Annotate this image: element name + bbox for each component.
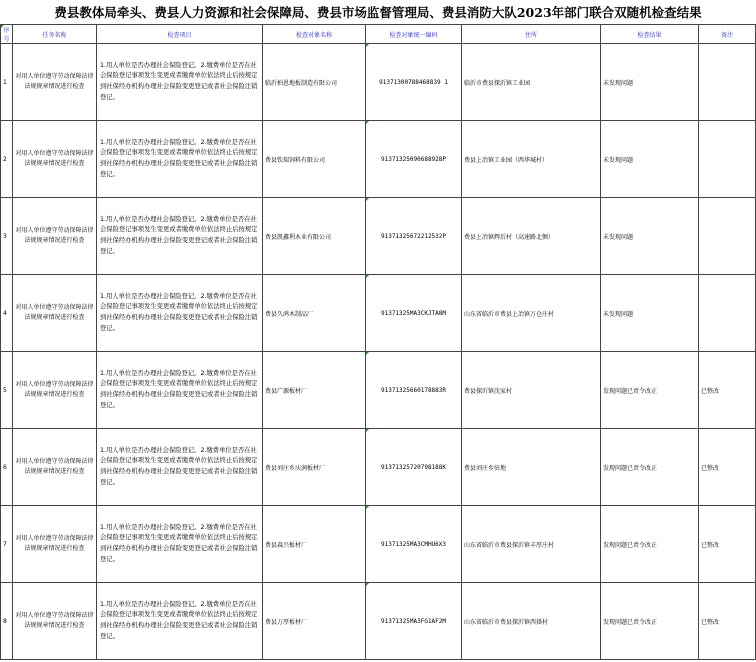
cell-object-name: 费县钦瑞饲料有限公司 [263, 121, 366, 198]
table-row [1, 44, 756, 121]
cell-result: 发现问题已责令改正 [601, 506, 699, 583]
header-unified-code: 检查对象统一编码 [366, 25, 462, 44]
page-title: 费县教体局牵头、费县人力资源和社会保障局、费县市场监督管理局、费县消防大队2023年部门联合双随机检查结果 [54, 5, 702, 20]
header-note: 备注 [699, 25, 756, 44]
cell-unified-code: 91371325MA3CKJTA8M [366, 275, 462, 352]
cell-address: 费县刘庄乡驻地 [462, 429, 601, 506]
results-table [0, 24, 756, 660]
cell-address: 临沂市费县探沂镇工业园 [462, 44, 601, 121]
cell-index: 3 [1, 198, 13, 275]
table-row [1, 121, 756, 198]
cell-unified-code: 91371325090688928P [366, 121, 462, 198]
cell-object-name: 临沂柏恩地板制造有限公司 [263, 44, 366, 121]
cell-task-name: 对用人单位遵守劳动保障法律法规规章情况进行检查 [13, 275, 97, 352]
cell-index: 5 [1, 352, 13, 429]
header-result: 检查结果 [601, 25, 699, 44]
cell-task-name: 对用人单位遵守劳动保障法律法规规章情况进行检查 [13, 506, 97, 583]
cell-unified-code: 91371300788468839 1 [366, 44, 462, 121]
cell-note: 已整改 [699, 506, 756, 583]
table-row [1, 429, 756, 506]
cell-object-name: 费县刘庄乡庆润板材厂 [263, 429, 366, 506]
cell-unified-code: 91371325660178883R [366, 352, 462, 429]
header-object-name: 检查对象名称 [263, 25, 366, 44]
header-check-item: 检查项目 [97, 25, 263, 44]
cell-object-name: 费县广源板材厂 [263, 352, 366, 429]
cell-index: 6 [1, 429, 13, 506]
cell-unified-code: 91371325MA3CMHU6X3 [366, 506, 462, 583]
cell-task-name: 对用人单位遵守劳动保障法律法规规章情况进行检查 [13, 583, 97, 660]
cell-note: 已整改 [699, 352, 756, 429]
cell-check-item: 1.用人单位是否办理社会保险登记。2.缴费单位是否在社会保险登记事项发生变更或者缴费单位依法终止后按规定到社保经办机构办理社会保险变更登记或者社会保险注销登记。 [97, 275, 263, 352]
header-task-name: 任务名称 [13, 25, 97, 44]
cell-task-name: 对用人单位遵守劳动保障法律法规规章情况进行检查 [13, 198, 97, 275]
header-index: 序号 [1, 25, 13, 44]
cell-index: 2 [1, 121, 13, 198]
cell-result: 未发现问题 [601, 275, 699, 352]
cell-result: 发现问题已责令改正 [601, 429, 699, 506]
table-row [1, 275, 756, 352]
cell-check-item: 1.用人单位是否办理社会保险登记。2.缴费单位是否在社会保险登记事项发生变更或者缴费单位依法终止后按规定到社保经办机构办理社会保险变更登记或者社会保险注销登记。 [97, 583, 263, 660]
cell-address: 费县上冶镇工业园（西华城村） [462, 121, 601, 198]
cell-object-name: 费县凯鑫利木业有限公司 [263, 198, 366, 275]
cell-unified-code: 91371325MA3FG1AF2M [366, 583, 462, 660]
cell-address: 山东省临沂市费县探沂镇西择村 [462, 583, 601, 660]
cell-object-name: 费县万厚板材厂 [263, 583, 366, 660]
cell-result: 发现问题已责令改正 [601, 352, 699, 429]
cell-address: 山东省临沂市费县上冶镇万仓庄村 [462, 275, 601, 352]
table-row [1, 583, 756, 660]
cell-note [699, 275, 756, 352]
cell-index: 4 [1, 275, 13, 352]
cell-check-item: 1.用人单位是否办理社会保险登记。2.缴费单位是否在社会保险登记事项发生变更或者缴费单位依法终止后按规定到社保经办机构办理社会保险变更登记或者社会保险注销登记。 [97, 198, 263, 275]
cell-index: 7 [1, 506, 13, 583]
cell-address: 费县上冶镇辉后村（高速路北侧） [462, 198, 601, 275]
cell-task-name: 对用人单位遵守劳动保障法律法规规章情况进行检查 [13, 121, 97, 198]
header-address: 住所 [462, 25, 601, 44]
cell-result: 未发现问题 [601, 44, 699, 121]
cell-index: 1 [1, 44, 13, 121]
cell-task-name: 对用人单位遵守劳动保障法律法规规章情况进行检查 [13, 429, 97, 506]
table-row [1, 198, 756, 275]
cell-check-item: 1.用人单位是否办理社会保险登记。2.缴费单位是否在社会保险登记事项发生变更或者缴费单位依法终止后按规定到社保经办机构办理社会保险变更登记或者社会保险注销登记。 [97, 506, 263, 583]
cell-result: 发现问题已责令改正 [601, 583, 699, 660]
cell-object-name: 费县久鸿木制品厂 [263, 275, 366, 352]
cell-task-name: 对用人单位遵守劳动保障法律法规规章情况进行检查 [13, 44, 97, 121]
cell-index: 8 [1, 583, 13, 660]
cell-unified-code: 91371325672212532P [366, 198, 462, 275]
cell-note [699, 198, 756, 275]
cell-result: 未发现问题 [601, 121, 699, 198]
table-row [1, 352, 756, 429]
header-row [1, 25, 756, 44]
cell-check-item: 1.用人单位是否办理社会保险登记。2.缴费单位是否在社会保险登记事项发生变更或者缴费单位依法终止后按规定到社保经办机构办理社会保险变更登记或者社会保险注销登记。 [97, 429, 263, 506]
cell-task-name: 对用人单位遵守劳动保障法律法规规章情况进行检查 [13, 352, 97, 429]
cell-note: 已整改 [699, 583, 756, 660]
cell-check-item: 1.用人单位是否办理社会保险登记。2.缴费单位是否在社会保险登记事项发生变更或者缴费单位依法终止后按规定到社保经办机构办理社会保险变更登记或者社会保险注销登记。 [97, 121, 263, 198]
cell-check-item: 1.用人单位是否办理社会保险登记。2.缴费单位是否在社会保险登记事项发生变更或者缴费单位依法终止后按规定到社保经办机构办理社会保险变更登记或者社会保险注销登记。 [97, 44, 263, 121]
cell-note [699, 44, 756, 121]
table-row [1, 506, 756, 583]
cell-address: 费县探沂镇沈家村 [462, 352, 601, 429]
cell-note: 已整改 [699, 429, 756, 506]
cell-result: 未发现问题 [601, 198, 699, 275]
cell-object-name: 费县森兴板材厂 [263, 506, 366, 583]
cell-address: 山东省临沂市费县探沂镇丰厚庄村 [462, 506, 601, 583]
cell-note [699, 121, 756, 198]
cell-check-item: 1.用人单位是否办理社会保险登记。2.缴费单位是否在社会保险登记事项发生变更或者缴费单位依法终止后按规定到社保经办机构办理社会保险变更登记或者社会保险注销登记。 [97, 352, 263, 429]
cell-unified-code: 91371325720798188K [366, 429, 462, 506]
